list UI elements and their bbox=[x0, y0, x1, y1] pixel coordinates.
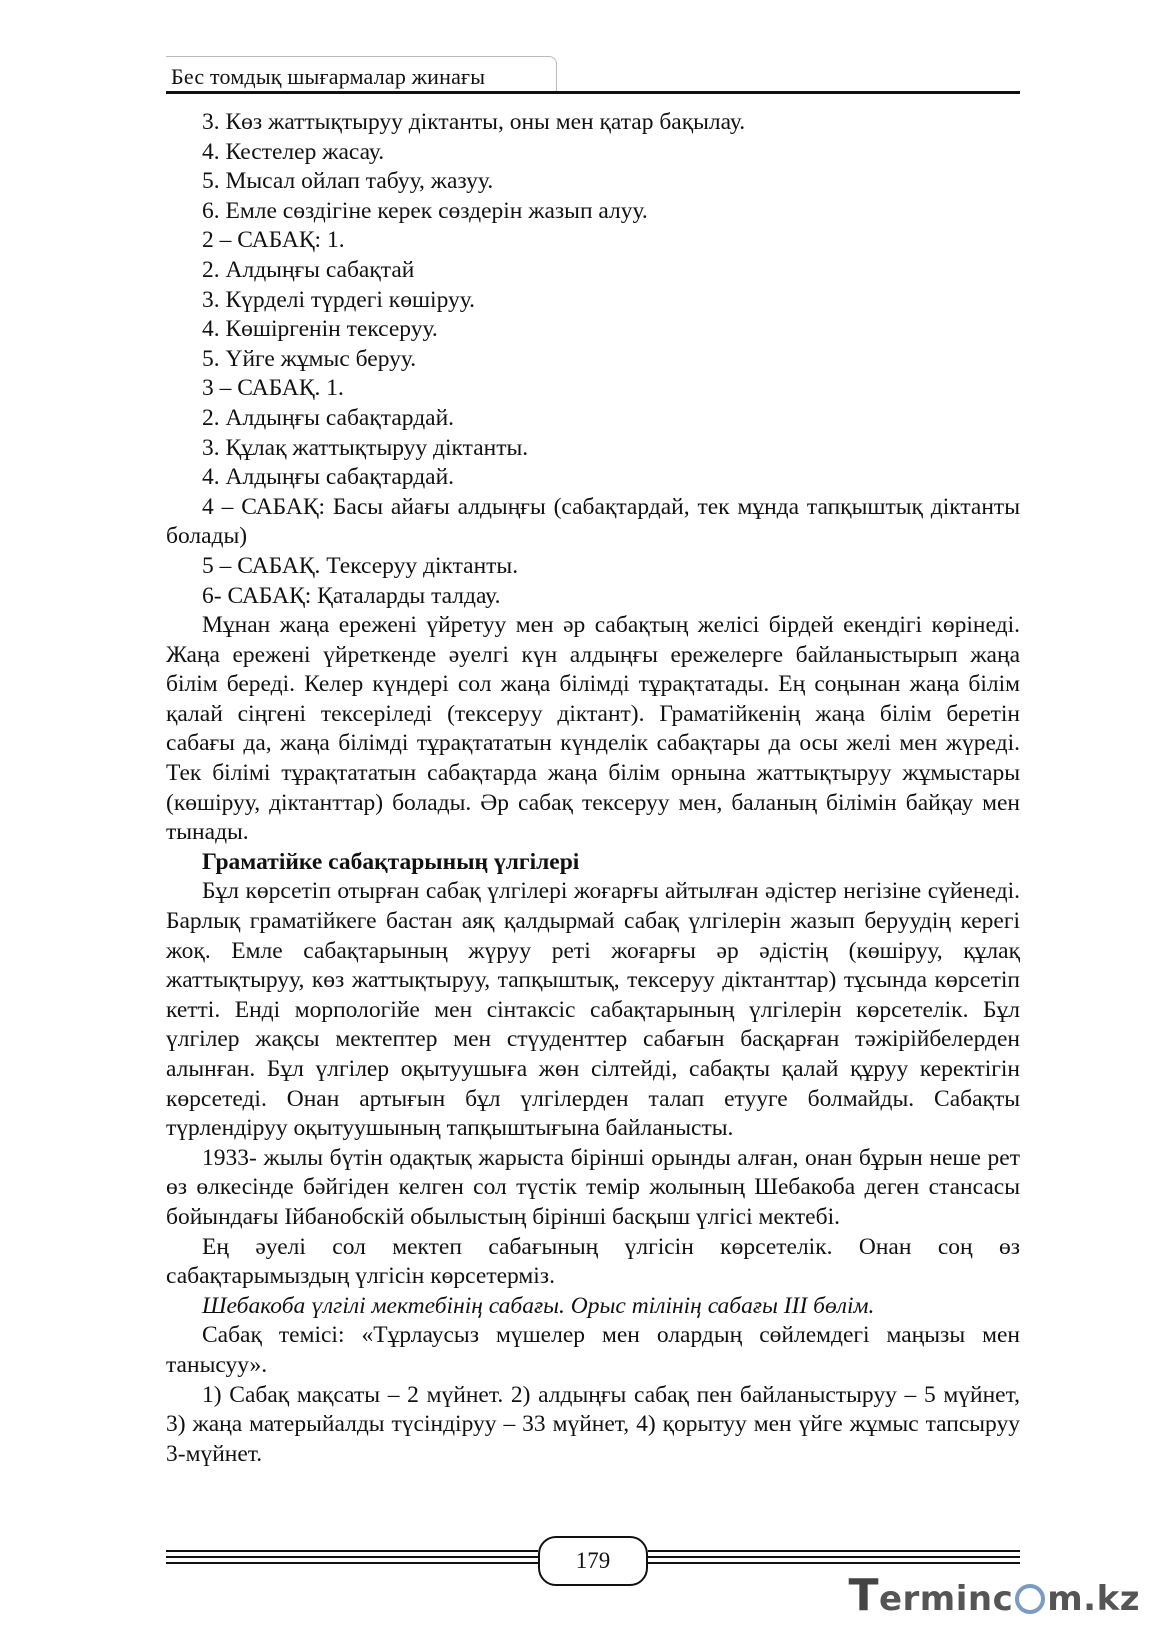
footer-rule-right bbox=[648, 1556, 1020, 1558]
list-item: 3 – САБАҚ. 1. bbox=[202, 375, 344, 402]
page-number: 179 bbox=[538, 1536, 648, 1586]
page-body bbox=[166, 108, 1020, 1469]
footer-rule-right bbox=[648, 1550, 1020, 1552]
list-item: 4. Кестелер жасау. bbox=[202, 138, 385, 165]
footer-rule-left bbox=[166, 1556, 538, 1558]
footer-rule-right bbox=[648, 1562, 1020, 1564]
lesson-4-line: 4 – САБАҚ: Басы айағы алдыңғы (сабақтардай, тек мұнда тапқыштық діктанты болады) bbox=[166, 493, 1020, 550]
list-item: 5. Мысал ойлап табуу, жазуу. bbox=[202, 168, 494, 195]
list-item: 5. Үйге жұмыс беруу. bbox=[202, 345, 417, 372]
list-item: 4. Алдыңғы сабақтардай. bbox=[202, 464, 455, 491]
list-item: 4. Көшіргенін тексеруу. bbox=[202, 316, 438, 343]
list-item: 3. Көз жаттықтыруу діктанты, оны мен қатар бақылау. bbox=[202, 109, 746, 135]
lesson-6-line: 6- САБАҚ: Қаталарды талдау. bbox=[202, 582, 501, 609]
paragraph: Бұл көрсетіп отырған сабақ үлгілері жоғарғы айтылған әдістер негізіне сүйенеді. Барлық граматійкеге бастан аяқ қалдырмай сабақ үлгілерін жазып беруудің керегі жоқ. Емле сабақтарының жүруу реті жоғарғы әр әдістің (көшіруу, құлақ жаттықтыруу, көз жаттықтыруу, тапқыштық, тексеруу діктанттар) тұсында көрсетіп кетті. Енді морпологійе мен сінтаксіс сабақтарының үлгілерін көрсетелік. Бұл үлгілер жақсы мектептер мен стүуденттер сабағын басқарған тәжірійбелерден алынған. Бұл үлгілер оқытуушыға жөн сілтейді, сабақты қалай құруу керектігін көрсетеді. Онан артығын бұл үлгілерден талап етууге болмайды. Сабақты түрлендіруу оқытуушының тапқыштығына байланысты. bbox=[166, 878, 1020, 1142]
list-item: 3. Құлақ жаттықтыруу діктанты. bbox=[202, 434, 529, 461]
paragraph: 1) Сабақ мақсаты – 2 мүйнет. 2) алдыңғы сабақ пен байланыстыруу – 5 мүйнет, 3) жаңа матерыйалды түсіндіруу – 33 мүйнет, 4) қорытуу мен үйге жұмыс тапсыруу 3-мүйнет. bbox=[166, 1381, 1020, 1467]
paragraph: 1933- жылы бүтін одақтық жарыста бірінші орынды алған, онан бұрын неше рет өз өлкесінде бәйгіден келген сол түстік темір жолының Шебакоба деген стансасы бойындағы Ійбанобскій обылыстың бірінші басқыш үлгісі мектебі. bbox=[166, 1144, 1020, 1230]
site-watermark-logo: Terminc m.kz bbox=[848, 1570, 1140, 1621]
paragraph: Ең әуелі сол мектеп сабағының үлгісін көрсетелік. Онан соң өз сабақтарымыздың үлгісін көрсетерміз. bbox=[166, 1233, 1020, 1290]
lesson-5-line: 5 – САБАҚ. Тексеруу діктанты. bbox=[202, 552, 519, 579]
list-item: 2. Алдыңғы сабақтардай. bbox=[202, 404, 455, 431]
list-item: 3. Күрделі түрдегі көшіруу. bbox=[202, 286, 476, 313]
list-item: 6. Емле сөздігіне керек сөздерін жазып алуу. bbox=[202, 197, 648, 224]
paragraph: Мұнан жаңа ережені үйретуу мен әр сабақтың желісі бірдей екендігі көрінеді. Жаңа ережені үйреткенде әуелгі күн алдыңғы ережелерге байланыстырып жаңа білім береді. Келер күндері сол жаңа білімді тұрақтатады. Ең соңынан жаңа білім қалай сіңгені тексеріледі (тексеруу діктант). Граматійкенің жаңа білім беретін сабағы да, жаңа білімді тұрақтататын күнделік сабақтары да осы желі мен жүреді. Тек білімі тұрақтататын сабақтарда жаңа білім орнына жаттықтыруу жұмыстары (көшіруу, діктанттар) болады. Әр сабақ тексеруу мен, баланың білімін байқау мен тынады. bbox=[166, 612, 1020, 846]
paragraph: Сабақ темісі: «Тұрлаусыз мүшелер мен олардың сөйлемдегі маңызы мен танысуу». bbox=[166, 1322, 1020, 1378]
running-header bbox=[166, 52, 1020, 94]
list-item: 2. Алдыңғы сабақтай bbox=[202, 256, 415, 283]
section-heading: Граматійке сабақтарының үлгілері bbox=[202, 848, 580, 875]
footer-rule-left bbox=[166, 1562, 538, 1564]
list-item: 2 – САБАҚ: 1. bbox=[202, 227, 345, 254]
footer-rule-left bbox=[166, 1550, 538, 1552]
italic-subheading: Шебакоба үлгілі мектебінің сабағы. Орыс тілінің сабағы III бөлім. bbox=[202, 1292, 875, 1319]
book-title: Бес томдық шығармалар жинағы bbox=[171, 64, 486, 89]
header-rule bbox=[166, 91, 1020, 94]
